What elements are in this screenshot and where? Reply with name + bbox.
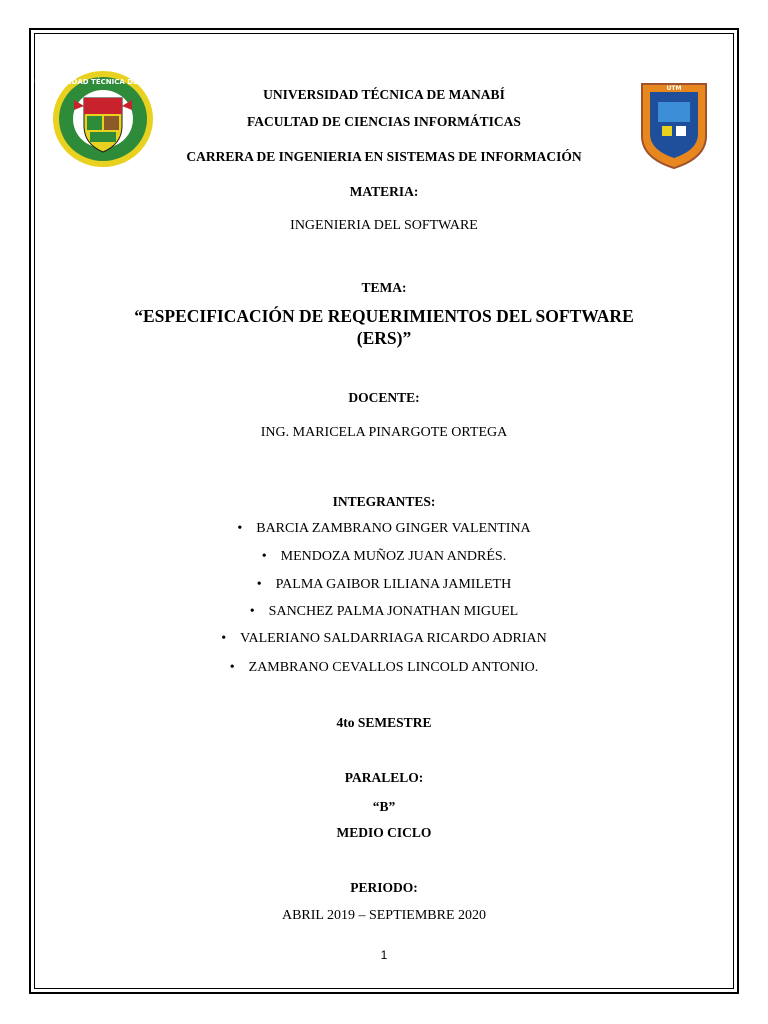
topic-title-line2: (ERS)” xyxy=(356,328,412,348)
page-number: 1 xyxy=(380,948,388,962)
career-name: CARRERA DE INGENIERIA EN SISTEMAS DE INFORMACIÓN xyxy=(186,149,582,164)
page-border-inner xyxy=(34,33,734,989)
member-name: PALMA GAIBOR LILIANA JAMILETH xyxy=(275,577,512,592)
teacher-name: ING. MARICELA PINARGOTE ORTEGA xyxy=(260,425,508,440)
list-item xyxy=(0,521,768,537)
topic-title-line1: “ESPECIFICACIÓN DE REQUERIMIENTOS DEL SOFTWARE xyxy=(134,306,634,326)
parallel-label: PARALELO: xyxy=(344,770,424,785)
faculty-name: FACULTAD DE CIENCIAS INFORMÁTICAS xyxy=(247,114,521,129)
teacher-label: DOCENTE: xyxy=(348,390,420,405)
utm-seal-text: UNIVERSIDAD TÉCNICA DE MANABÍ xyxy=(34,78,172,86)
member-name: ZAMBRANO CEVALLOS LINCOLD ANTONIO. xyxy=(248,660,539,675)
fci-shield-text: UTM xyxy=(666,85,682,92)
subject-value: INGENIERIA DEL SOFTWARE xyxy=(290,218,478,233)
list-item xyxy=(0,604,768,620)
member-name: MENDOZA MUÑOZ JUAN ANDRÉS. xyxy=(280,549,507,564)
cycle: MEDIO CICLO xyxy=(336,825,432,840)
period-value: ABRIL 2019 – SEPTIEMBRE 2020 xyxy=(281,908,487,923)
list-item xyxy=(0,549,768,565)
list-item xyxy=(0,631,768,647)
members-label: INTEGRANTES: xyxy=(332,494,436,509)
member-name: BARCIA ZAMBRANO GINGER VALENTINA xyxy=(256,521,531,536)
topic-label: TEMA: xyxy=(361,280,407,295)
bullet: • xyxy=(229,660,235,675)
semester: 4to SEMESTRE xyxy=(336,715,432,730)
university-name: UNIVERSIDAD TÉCNICA DE MANABÍ xyxy=(263,87,505,102)
parallel-value: “B” xyxy=(372,799,396,814)
bullet: • xyxy=(237,521,243,536)
bullet: • xyxy=(221,631,227,646)
bullet: • xyxy=(256,577,262,592)
list-item xyxy=(0,660,768,676)
subject-label: MATERIA: xyxy=(349,184,419,199)
bullet: • xyxy=(261,549,267,564)
bullet: • xyxy=(249,604,255,619)
list-item xyxy=(0,577,768,593)
member-name: VALERIANO SALDARRIAGA RICARDO ADRIAN xyxy=(240,631,547,646)
member-name: SANCHEZ PALMA JONATHAN MIGUEL xyxy=(268,604,519,619)
period-label: PERIODO: xyxy=(350,880,418,895)
